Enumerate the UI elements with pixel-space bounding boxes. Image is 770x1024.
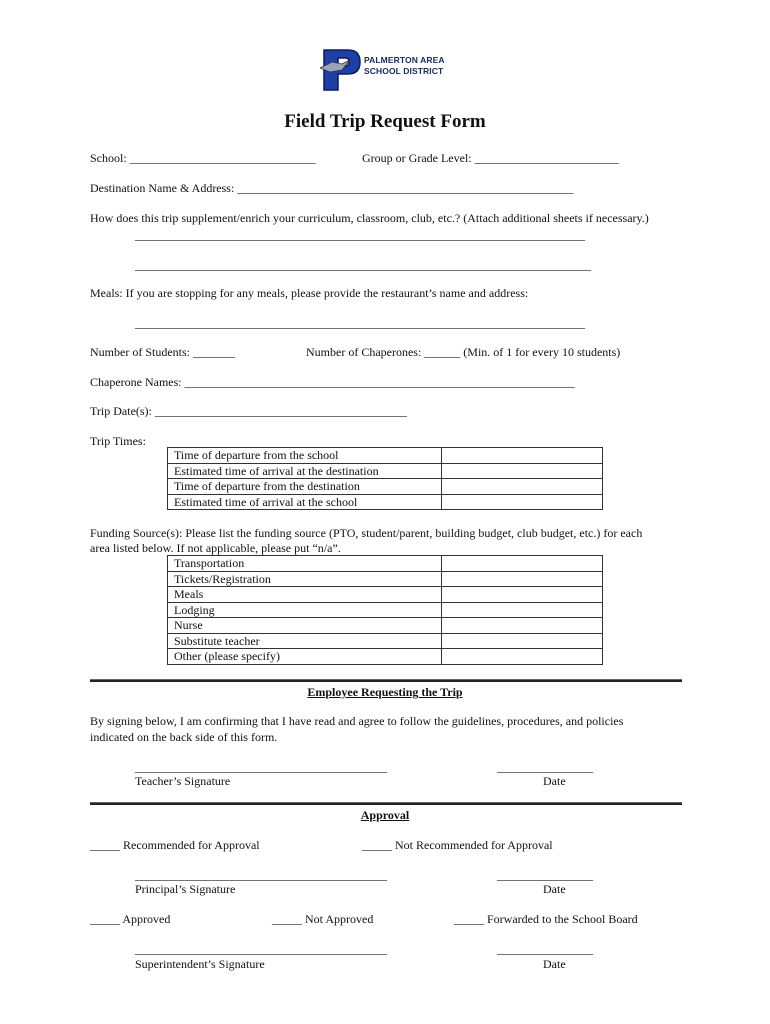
trip-times-table	[167, 447, 603, 510]
trip-time-label: Estimated time of arrival at the school	[168, 494, 442, 510]
table-row	[168, 618, 603, 634]
funding-table	[167, 555, 603, 665]
employee-statement-1: By signing below, I am confirming that I have read and agree to follow the guidelines, procedures, and policies	[90, 714, 624, 728]
funding-label: Other (please specify)	[168, 649, 442, 665]
table-row	[168, 463, 603, 479]
funding-value[interactable]	[442, 649, 603, 665]
grade-level-field[interactable]: Group or Grade Level: ________________________	[362, 151, 619, 165]
funding-value[interactable]	[442, 556, 603, 572]
forwarded-checkline[interactable]: _____ Forwarded to the School Board	[454, 912, 638, 926]
district-name-line1: PALMERTON AREA	[364, 55, 445, 65]
table-row	[168, 649, 603, 665]
funding-label: Nurse	[168, 618, 442, 634]
principal-date-label: Date	[543, 882, 566, 896]
teacher-date-line[interactable]: ________________	[497, 760, 593, 774]
not-approved-checkline[interactable]: _____ Not Approved	[272, 912, 374, 926]
teacher-date-label: Date	[543, 774, 566, 788]
superintendent-date-line[interactable]: ________________	[497, 942, 593, 956]
trip-time-value[interactable]	[442, 463, 603, 479]
trip-time-value[interactable]	[442, 494, 603, 510]
trip-time-value[interactable]	[442, 448, 603, 464]
table-row	[168, 602, 603, 618]
school-field[interactable]: School: _______________________________	[90, 151, 316, 165]
chaperone-names-field[interactable]: Chaperone Names: _________________________________________________________________	[90, 375, 575, 389]
curriculum-answer-line-1[interactable]: ___________________________________________________________________________	[135, 228, 585, 242]
chaperones-field[interactable]: Number of Chaperones: ______ (Min. of 1 for every 10 students)	[306, 345, 621, 359]
table-row	[168, 556, 603, 572]
trip-time-label: Time of departure from the destination	[168, 479, 442, 495]
curriculum-answer-line-2[interactable]: ____________________________________________________________________________	[135, 258, 591, 272]
funding-value[interactable]	[442, 618, 603, 634]
funding-label: Transportation	[168, 556, 442, 572]
teacher-signature-line[interactable]: __________________________________________	[135, 760, 387, 774]
trip-dates-field[interactable]: Trip Date(s): __________________________________________	[90, 404, 407, 418]
approved-checkline[interactable]: _____ Approved	[90, 912, 171, 926]
not-recommended-checkline[interactable]: _____ Not Recommended for Approval	[362, 838, 553, 852]
superintendent-date-label: Date	[543, 957, 566, 971]
table-row	[168, 479, 603, 495]
funding-instructions-2: area listed below. If not applicable, please put “n/a”.	[90, 541, 341, 555]
section-divider	[90, 802, 682, 805]
table-row	[168, 448, 603, 464]
district-p-logo-icon	[320, 46, 364, 94]
funding-instructions-1: Funding Source(s): Please list the funding source (PTO, student/parent, building budget, club budget, etc.) for each	[90, 526, 643, 540]
page-title: Field Trip Request Form	[284, 111, 486, 132]
trip-time-value[interactable]	[442, 479, 603, 495]
district-logo	[320, 46, 460, 94]
funding-label: Meals	[168, 587, 442, 603]
funding-value[interactable]	[442, 633, 603, 649]
superintendent-signature-label: Superintendent’s Signature	[135, 957, 265, 971]
principal-date-line[interactable]: ________________	[497, 868, 593, 882]
funding-label: Substitute teacher	[168, 633, 442, 649]
table-row	[168, 494, 603, 510]
employee-statement-2: indicated on the back side of this form.	[90, 730, 278, 744]
principal-signature-line[interactable]: __________________________________________	[135, 868, 387, 882]
table-row	[168, 587, 603, 603]
table-row	[168, 633, 603, 649]
district-name-line2: SCHOOL DISTRICT	[364, 66, 444, 76]
students-field[interactable]: Number of Students: _______	[90, 345, 235, 359]
principal-signature-label: Principal’s Signature	[135, 882, 236, 896]
funding-value[interactable]	[442, 587, 603, 603]
recommended-checkline[interactable]: _____ Recommended for Approval	[90, 838, 260, 852]
trip-time-label: Time of departure from the school	[168, 448, 442, 464]
employee-section-heading: Employee Requesting the Trip	[307, 685, 463, 699]
approval-section-heading: Approval	[360, 808, 410, 822]
teacher-signature-label: Teacher’s Signature	[135, 774, 231, 788]
destination-field[interactable]: Destination Name & Address: ________________________________________________________	[90, 181, 574, 195]
district-name	[364, 55, 445, 77]
trip-times-label: Trip Times:	[90, 434, 146, 448]
funding-label: Lodging	[168, 602, 442, 618]
curriculum-question: How does this trip supplement/enrich your curriculum, classroom, club, etc.? (Attach additional sheets if necessary.)	[90, 211, 649, 225]
funding-value[interactable]	[442, 571, 603, 587]
table-row	[168, 571, 603, 587]
funding-value[interactable]	[442, 602, 603, 618]
meals-question: Meals: If you are stopping for any meals, please provide the restaurant’s name and address:	[90, 286, 529, 300]
trip-time-label: Estimated time of arrival at the destination	[168, 463, 442, 479]
section-divider	[90, 679, 682, 682]
meals-answer-line[interactable]: ___________________________________________________________________________	[135, 316, 585, 330]
funding-label: Tickets/Registration	[168, 571, 442, 587]
superintendent-signature-line[interactable]: __________________________________________	[135, 942, 387, 956]
